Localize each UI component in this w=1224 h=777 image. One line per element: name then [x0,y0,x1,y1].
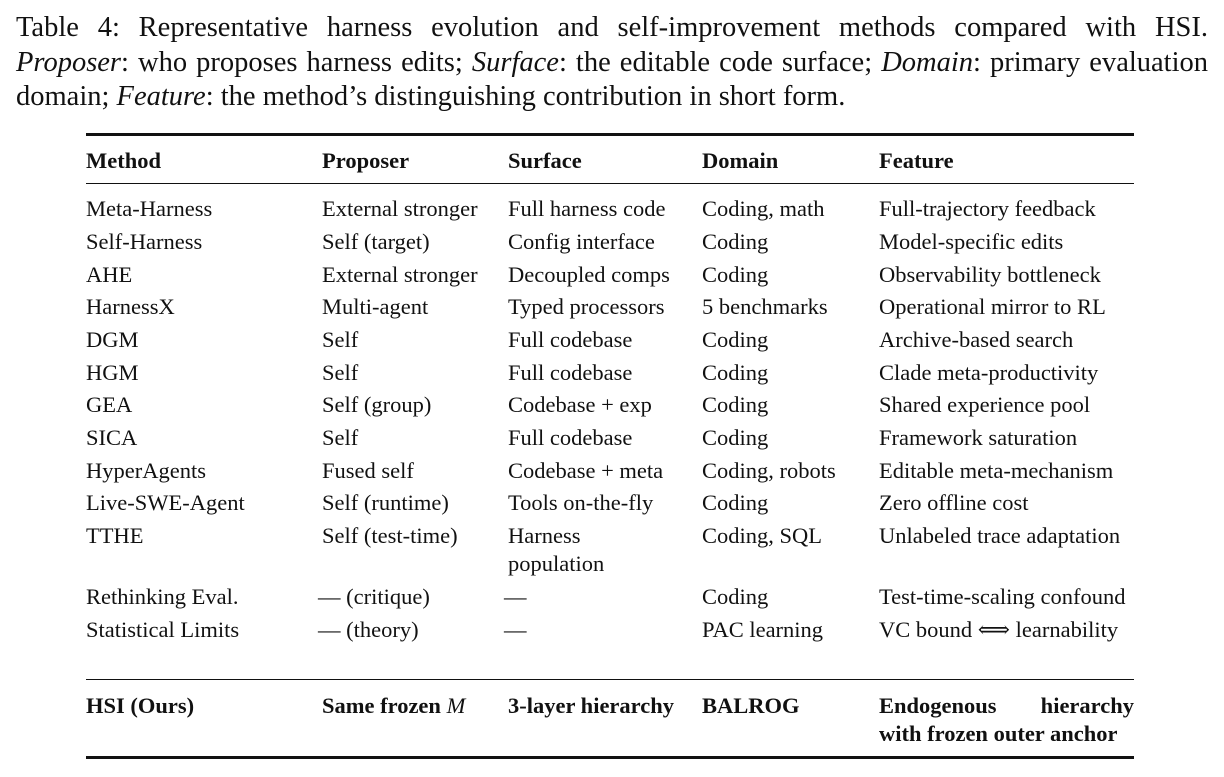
caption-term-proposer: Proposer [16,46,122,78]
cell-domain: Coding [702,360,769,385]
cell-method: Rethinking Eval. [86,584,239,609]
ours-proposer [322,692,465,720]
cell-feature: Model-specific edits [879,229,1064,254]
cell-method: HyperAgents [86,458,206,483]
caption-def-domain: : primary evaluation domain; [16,46,1209,113]
header-surface: Surface [508,148,582,173]
cell-method: Meta-Harness [86,196,213,221]
ours-proposer-text: Same frozen [322,693,447,718]
cell-method: TTHE [86,523,144,548]
caption-lead: Table 4: Representative harness evolution and self-improvement methods compared with HSI. [16,12,1208,43]
cell-method: Self-Harness [86,229,203,254]
cell-proposer: — (theory) [318,617,419,642]
table-caption [16,11,1208,115]
cell-feature: VC bound ⟺ learnability [879,617,1119,642]
cell-method: AHE [86,262,133,287]
ours-proposer-symbol: M [446,693,466,718]
cell-domain: Coding, math [702,196,825,221]
cell-surface: Full codebase [508,327,633,352]
cell-proposer: Self (test-time) [322,523,458,548]
cell-domain: Coding [702,584,769,609]
caption-term-feature: Feature [116,81,206,113]
cell-proposer: Fused self [322,458,414,483]
ours-surface: 3-layer hierarchy [508,693,675,718]
cell-method: HarnessX [86,294,175,319]
cell-method: DGM [86,327,139,352]
cell-proposer: Self [322,360,359,385]
cell-domain: PAC learning [702,617,824,642]
cell-feature: Full-trajectory feedback [879,196,1096,221]
caption-def-proposer: : who proposes harness edits; [121,46,472,78]
cell-proposer: External stronger [322,196,478,221]
cell-feature: Shared experience pool [879,392,1091,417]
cell-method: GEA [86,392,133,417]
cell-proposer: Multi-agent [322,294,429,319]
header-domain: Domain [702,148,779,173]
table-top-rule [86,133,1134,136]
cell-proposer: External stronger [322,262,478,287]
header-proposer: Proposer [322,148,410,173]
table-bottom-rule [86,756,1134,759]
cell-domain: Coding, SQL [702,523,823,548]
caption-term-surface: Surface [471,46,559,78]
cell-feature: Test-time-scaling confound [879,584,1126,609]
cell-feature: Operational mirror to RL [879,294,1106,319]
cell-feature: Zero offline cost [879,490,1029,515]
cell-proposer: — (critique) [318,584,430,609]
cell-feature: Observability bottleneck [879,262,1101,287]
cell-proposer: Self (group) [322,392,432,417]
caption-term-domain: Domain [881,46,974,78]
cell-surface: Full harness code [508,196,666,221]
cell-domain: Coding [702,327,769,352]
cell-domain: Coding, robots [702,458,836,483]
cell-domain: Coding [702,392,769,417]
header-feature: Feature [879,148,954,173]
cell-surface: Full codebase [508,360,633,385]
cell-domain: 5 benchmarks [702,294,828,319]
cell-proposer: Self [322,327,359,352]
cell-domain: Coding [702,229,769,254]
cell-surface: Tools on-the-fly [508,490,654,515]
cell-surface: Codebase + exp [508,392,652,417]
cell-proposer: Self (runtime) [322,490,449,515]
ours-feature: Endogenous hierarchy with frozen outer anchor [879,693,1134,746]
cell-method: HGM [86,360,139,385]
cell-feature: Clade meta-productivity [879,360,1099,385]
cell-method: Statistical Limits [86,617,240,642]
cell-feature: Framework saturation [879,425,1078,450]
cell-feature: Unlabeled trace adaptation [879,523,1121,548]
cell-surface: — [504,617,527,642]
header-method: Method [86,148,161,173]
cell-method: SICA [86,425,138,450]
cell-feature: Editable meta-mechanism [879,458,1114,483]
ours-domain: BALROG [702,693,800,718]
cell-surface: Config interface [508,229,655,254]
cell-domain: Coding [702,490,769,515]
cell-method: Live-SWE-Agent [86,490,245,515]
cell-surface: — [504,584,527,609]
cell-domain: Coding [702,262,769,287]
cell-surface: Full codebase [508,425,633,450]
caption-def-feature: : the method’s distinguishing contribution in short form. [205,81,846,113]
cell-surface: Codebase + meta [508,458,664,483]
cell-proposer: Self [322,425,359,450]
cell-surface: Typed processors [508,294,665,319]
cell-surface: Decoupled comps [508,262,670,287]
caption-def-surface: : the editable code surface; [558,46,882,78]
cell-feature: Archive-based search [879,327,1074,352]
ours-method: HSI (Ours) [86,693,195,718]
cell-domain: Coding [702,425,769,450]
table-ours-rule [86,679,1134,680]
cell-surface: Harness population [508,523,605,576]
cell-proposer: Self (target) [322,229,430,254]
table-header-rule [86,183,1134,184]
